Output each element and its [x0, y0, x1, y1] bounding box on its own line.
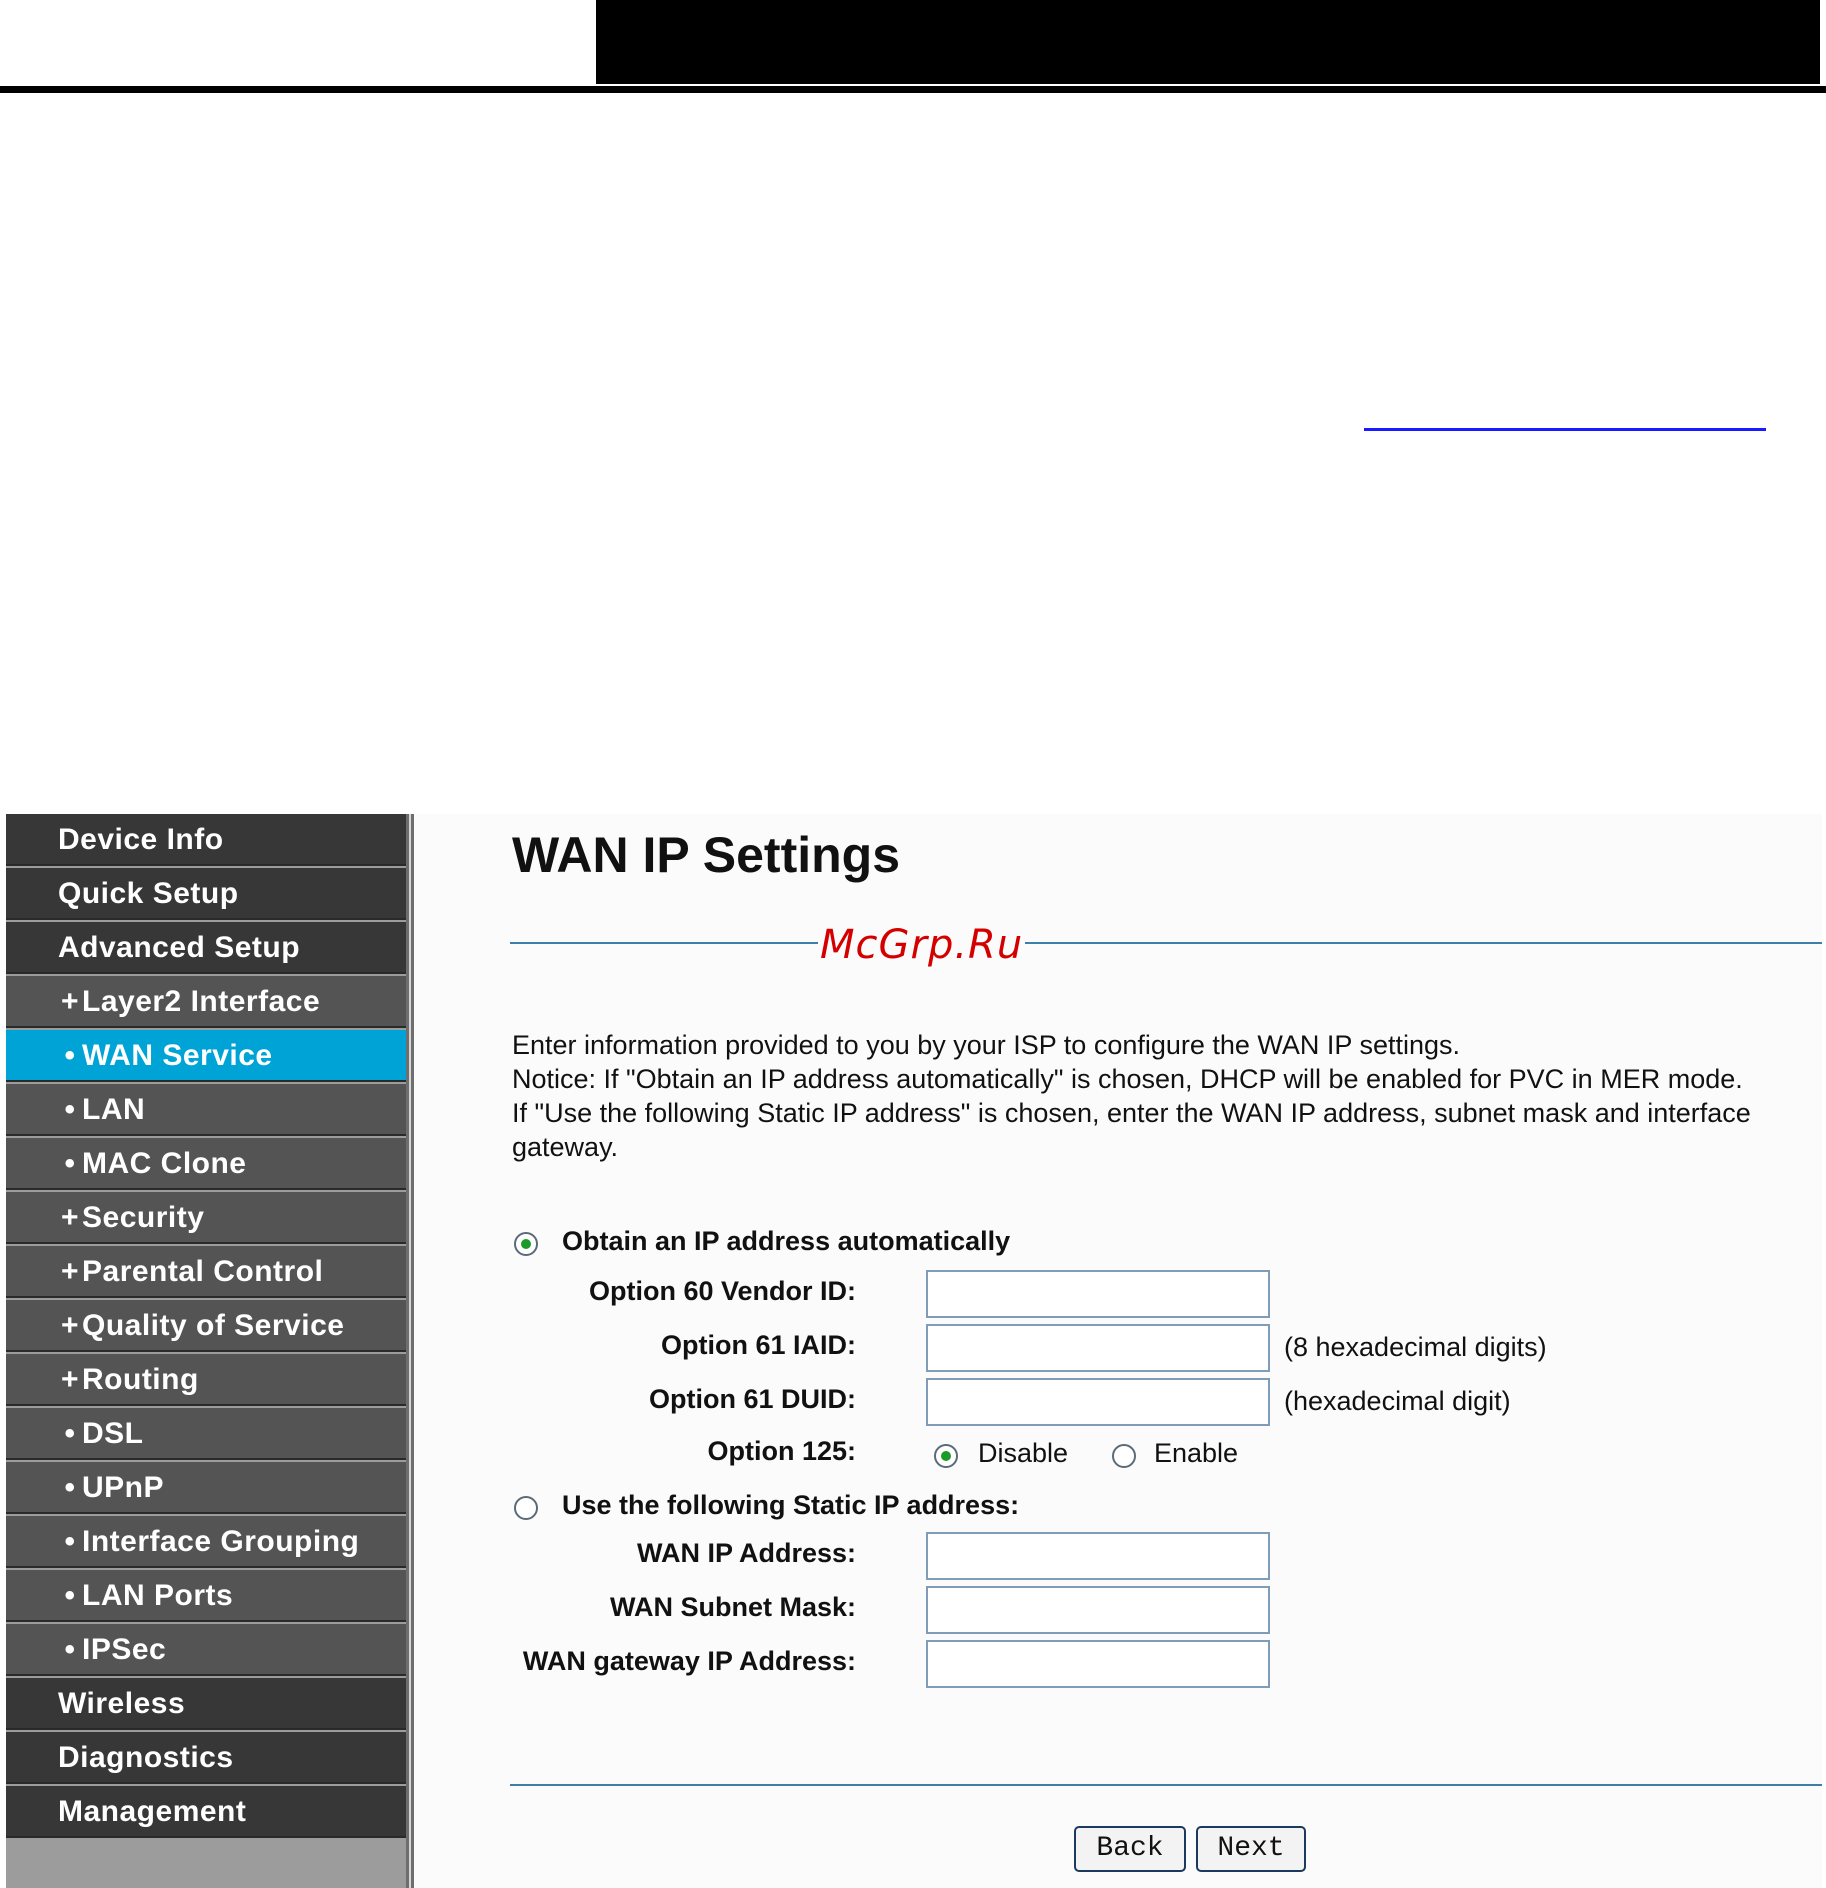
static-ip-radio[interactable] [514, 1496, 538, 1520]
watermark-text: McGrp.Ru [820, 922, 1024, 968]
expand-plus-icon: + [60, 985, 80, 1018]
wan-subnet-mask-input[interactable] [926, 1586, 1270, 1634]
option61-iaid-input[interactable] [926, 1324, 1270, 1372]
intro-line: If "Use the following Static IP address" is chosen, enter the WAN IP address, subnet mask and interface [512, 1098, 1751, 1128]
sidebar-item-label: UPnP [82, 1471, 165, 1504]
sidebar-item-label: MAC Clone [82, 1147, 247, 1180]
sidebar-item-label: LAN Ports [82, 1579, 234, 1612]
sidebar-item-label: Quick Setup [58, 877, 239, 910]
sidebar-item-label: Device Info [58, 823, 224, 856]
bullet-dot-icon: • [64, 1417, 76, 1450]
sidebar-item-wireless[interactable] [6, 1678, 406, 1730]
expand-plus-icon: + [60, 1363, 80, 1396]
obtain-automatically-radio[interactable] [514, 1232, 538, 1256]
static-ip-label: Use the following Static IP address: [562, 1490, 1020, 1520]
sidebar-item-lan[interactable] [6, 1084, 406, 1136]
option125-enable-label: Enable [1154, 1438, 1239, 1468]
sidebar-item-label: LAN [82, 1093, 146, 1126]
bullet-dot-icon: • [64, 1471, 76, 1504]
bullet-dot-icon: • [64, 1579, 76, 1612]
sidebar-item-label: Layer2 Interface [82, 985, 321, 1018]
document-header-bar [596, 0, 1820, 84]
sidebar-item-layer2-interface[interactable] [6, 976, 406, 1028]
sidebar-item-security[interactable] [6, 1192, 406, 1244]
sidebar-item-routing[interactable] [6, 1354, 406, 1406]
router-ui-screenshot [0, 814, 1822, 1888]
option125-disable-label: Disable [978, 1438, 1069, 1468]
option60-vendor-id-input[interactable] [926, 1270, 1270, 1318]
sidebar-item-label: WAN Service [82, 1039, 273, 1072]
page-title: WAN IP Settings [512, 827, 901, 883]
sidebar-item-interface-grouping[interactable] [6, 1516, 406, 1568]
sidebar-item-label: Management [58, 1795, 247, 1828]
sidebar-item-diagnostics[interactable] [6, 1732, 406, 1784]
sidebar-item-upnp[interactable] [6, 1462, 406, 1514]
sidebar-item-lan-ports[interactable] [6, 1570, 406, 1622]
wan-gateway-ip-input[interactable] [926, 1640, 1270, 1688]
title-divider [510, 942, 1822, 944]
bullet-dot-icon: • [64, 1525, 76, 1558]
sidebar-item-advanced-setup[interactable] [6, 922, 406, 974]
intro-text [512, 1028, 1812, 1164]
obtain-automatically-label: Obtain an IP address automatically [562, 1226, 1011, 1256]
option125-disable-radio[interactable] [934, 1444, 958, 1468]
footer-divider [510, 1784, 1822, 1786]
sidebar-item-label: DSL [82, 1417, 144, 1450]
sidebar-divider [406, 814, 414, 1888]
option125-enable-radio[interactable] [1112, 1444, 1136, 1468]
document-link-underline [1364, 428, 1766, 431]
intro-line: Notice: If "Obtain an IP address automatically" is chosen, DHCP will be enabled for PVC in MER mode. [512, 1064, 1743, 1094]
sidebar-item-mac-clone[interactable] [6, 1138, 406, 1190]
bullet-dot-icon: • [64, 1093, 76, 1126]
sidebar-item-label: IPSec [82, 1633, 167, 1666]
sidebar-nav [6, 814, 406, 1888]
sidebar-item-label: Security [82, 1201, 205, 1234]
expand-plus-icon: + [60, 1309, 80, 1342]
option61-duid-label: Option 61 DUID: [649, 1384, 856, 1414]
sidebar-item-quick-setup[interactable] [6, 868, 406, 920]
sidebar-item-label: Advanced Setup [58, 931, 301, 964]
expand-plus-icon: + [60, 1255, 80, 1288]
sidebar-item-label: Quality of Service [82, 1309, 345, 1342]
sidebar-item-label: Interface Grouping [82, 1525, 360, 1558]
back-button[interactable]: Back [1074, 1826, 1186, 1872]
bullet-dot-icon: • [64, 1633, 76, 1666]
main-content [414, 814, 1822, 1888]
sidebar-item-ipsec[interactable] [6, 1624, 406, 1676]
wan-ip-address-input[interactable] [926, 1532, 1270, 1580]
option61-duid-input[interactable] [926, 1378, 1270, 1426]
bullet-dot-icon: • [64, 1039, 76, 1072]
wan-subnet-label: WAN Subnet Mask: [609, 1592, 856, 1622]
option61-duid-hint: (hexadecimal digit) [1284, 1386, 1511, 1416]
option61-iaid-hint: (8 hexadecimal digits) [1284, 1332, 1547, 1362]
intro-line: Enter information provided to you by your ISP to configure the WAN IP settings. [512, 1030, 1460, 1060]
sidebar-item-device-info[interactable] [6, 814, 406, 866]
option61-iaid-label: Option 61 IAID: [661, 1330, 856, 1360]
wan-gateway-label: WAN gateway IP Address: [522, 1646, 856, 1676]
intro-line: gateway. [512, 1132, 619, 1162]
sidebar-item-label: Parental Control [82, 1255, 324, 1288]
sidebar-item-label: Wireless [58, 1687, 186, 1720]
sidebar-item-label: Routing [82, 1363, 199, 1396]
expand-plus-icon: + [60, 1201, 80, 1234]
sidebar-item-parental-control[interactable] [6, 1246, 406, 1298]
bullet-dot-icon: • [64, 1147, 76, 1180]
sidebar-item-label: Diagnostics [58, 1741, 234, 1774]
option60-label: Option 60 Vendor ID: [588, 1276, 856, 1306]
document-header-rule [0, 86, 1826, 93]
sidebar-item-management[interactable] [6, 1786, 406, 1838]
sidebar-item-quality-of-service[interactable] [6, 1300, 406, 1352]
next-button[interactable]: Next [1196, 1826, 1306, 1872]
option125-label: Option 125: [707, 1436, 856, 1466]
sidebar-item-wan-service[interactable] [6, 1030, 406, 1082]
wan-ip-label: WAN IP Address: [636, 1538, 856, 1568]
sidebar-item-dsl[interactable] [6, 1408, 406, 1460]
